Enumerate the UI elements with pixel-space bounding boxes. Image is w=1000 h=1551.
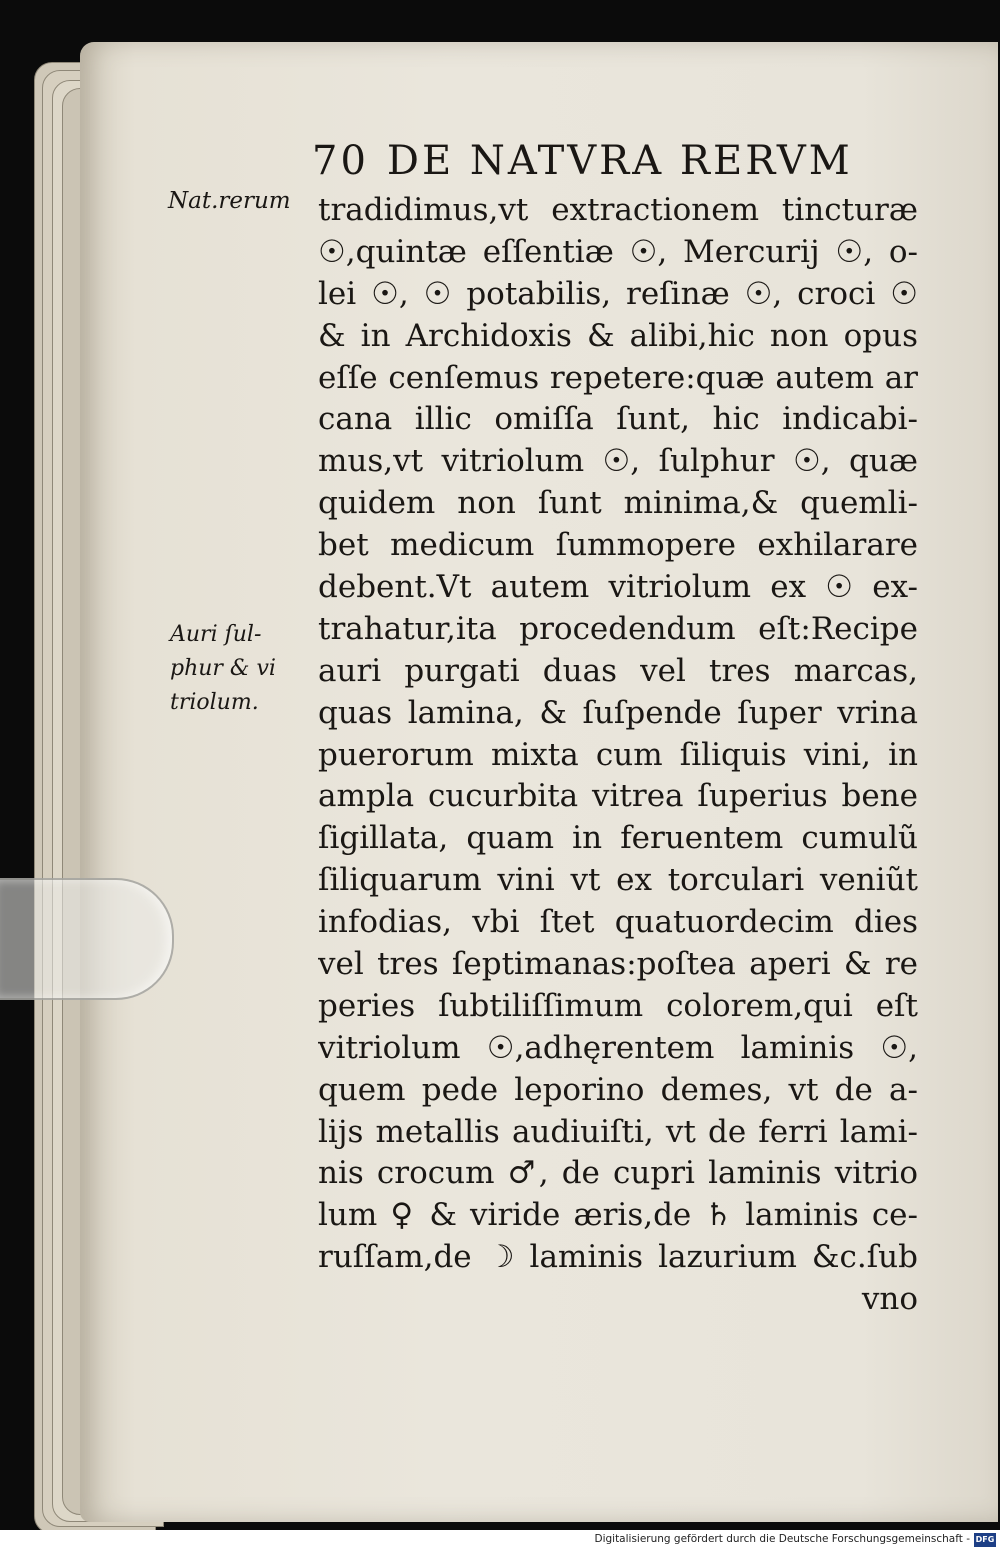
page-clip-tab	[0, 878, 174, 1000]
text-line: quem pede leporino demes, vt de a-	[318, 1071, 918, 1108]
text-line: ſigillata, quam in feruentem cumulũ	[318, 820, 918, 857]
text-line: lum ♀ & viride æris,de ♄ laminis ce-	[318, 1197, 918, 1234]
text-line: ☉,quintæ eſſentiæ ☉, Mercurij ☉, o-	[318, 233, 918, 270]
text-line: & in Archidoxis & alibi,hic non opus	[318, 317, 918, 354]
text-line: ampla cucurbita vitrea ſuperius bene	[318, 778, 918, 815]
text-line: lei ☉, ☉ potabilis, reſinæ ☉, croci ☉	[318, 275, 918, 312]
body-text	[318, 190, 918, 1321]
text-line: tradidimus,vt extractionem tincturæ	[318, 192, 918, 228]
footer-bar	[0, 1530, 1000, 1551]
text-line: vitriolum ☉,adhęrentem laminis ☉,	[318, 1029, 918, 1066]
text-line: bet medicum ſummopere exhilarare	[318, 527, 918, 564]
text-line: eſſe cenſemus repetere:quæ autem ar	[318, 359, 918, 396]
running-title: DE NATVRA RERVM	[386, 138, 853, 184]
running-head	[312, 138, 912, 194]
funding-credit: Digitalisierung gefördert durch die Deutsche Forschungsgemeinschaft -	[594, 1533, 970, 1545]
margin-note-nat-rerum: Nat.rerum	[168, 188, 291, 214]
text-line: lijs metallis audiuiſti, vt de ferri lami-	[318, 1113, 918, 1150]
text-line: auri purgati duas vel tres marcas,	[318, 652, 918, 689]
text-line: quidem non ſunt minima,& quemli-	[318, 485, 918, 522]
text-line: peries ſubtiliſſimum colorem,qui eſt	[318, 987, 918, 1024]
text-line: debent.Vt autem vitriolum ex ☉ ex-	[318, 569, 918, 606]
text-line: infodias, vbi ſtet quatuordecim dies	[318, 904, 918, 941]
text-line: ſiliquarum vini vt ex torculari veniũt	[318, 862, 918, 899]
margin-note-auri-sulphur	[170, 618, 276, 720]
text-line: trahatur,ita procedendum eſt:Recipe	[318, 610, 918, 647]
catchword: vno	[861, 1281, 918, 1318]
text-line: cana illic omiſſa ſunt, hic indicabi-	[318, 401, 918, 438]
text-line: vel tres ſeptimanas:poſtea aperi & re	[318, 946, 918, 983]
text-line: ruſſam,de ☽ laminis lazurium &c.ſub	[318, 1239, 918, 1276]
margin-note-line: Auri ſul-	[170, 622, 262, 647]
text-line: puerorum mixta cum ſiliquis vini, in	[318, 736, 918, 773]
text-line: mus,vt vitriolum ☉, ſulphur ☉, quæ	[318, 443, 918, 480]
page-number: 70	[312, 138, 369, 184]
text-line: nis crocum ♂, de cupri laminis vitrio	[318, 1155, 918, 1192]
margin-note-line: phur & vi	[170, 656, 276, 681]
margin-note-line: triolum.	[170, 690, 259, 715]
text-line: quas lamina, & ſuſpende ſuper vrina	[318, 694, 918, 731]
dfg-logo: DFG	[974, 1533, 996, 1547]
